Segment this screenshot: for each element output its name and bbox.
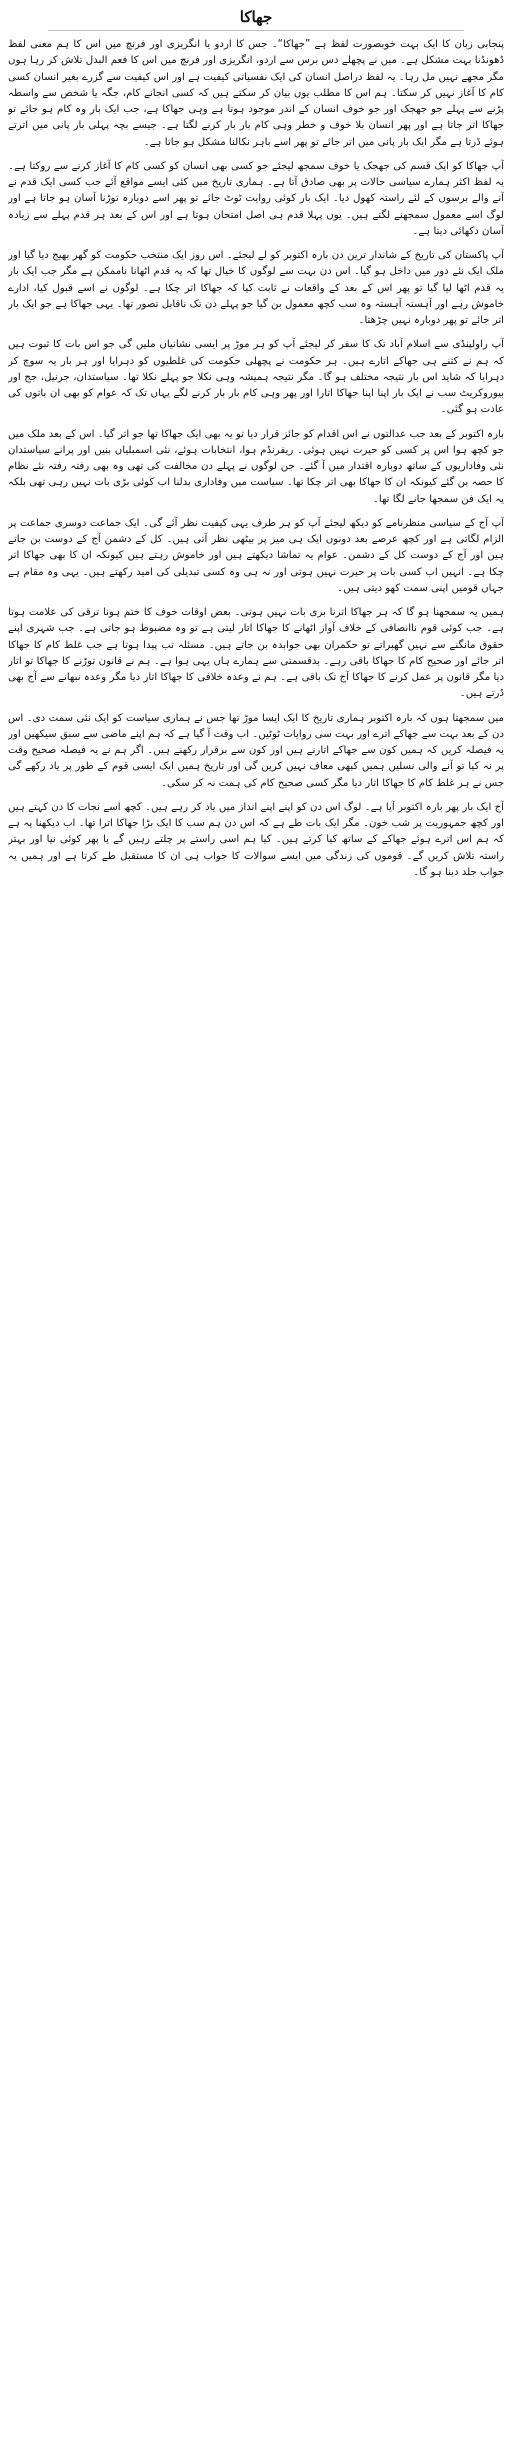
paragraph: آپ آج کے سیاسی منظرنامے کو دیکھ لیجئے آپ کو ہر طرف یہی کیفیت نظر آئے گی۔ ایک جماعت دوسری جماعت پر الزام لگاتی ہے اور کچھ عرصے بعد دونوں ایک ہی میز پر بیٹھی نظر آتی ہیں۔ کل کے دشمن آج کے دوست بن جاتے ہیں اور آج کے دوست کل کے دشمن۔ عوام یہ تماشا دیکھتے ہیں اور خاموش رہتے ہیں کیونکہ ان کا بھی جھاکا اتر چکا ہے۔ انہیں اب کسی بات پر حیرت نہیں ہوتی اور نہ ہی وہ کسی تبدیلی کی امید رکھتے ہیں۔ یہی وہ مقام ہے جہاں قومیں اپنی سمت کھو دیتی ہیں۔ [8, 517, 504, 594]
paragraph: ہمیں یہ سمجھنا ہو گا کہ ہر جھاکا اترنا بری بات نہیں ہوتی۔ بعض اوقات خوف کا ختم ہونا ترقی کی علامت ہوتا ہے۔ جب کوئی قوم ناانصافی کے خلاف آواز اٹھانے کا جھاکا اتار لیتی ہے تو وہ مضبوط ہو جاتی ہے۔ جب شہری اپنے حقوق مانگنے سے نہیں گھبراتے تو حکمران بھی جوابدہ بن جاتے ہیں۔ مسئلہ تب پیدا ہوتا ہے جب غلط کام کا جھاکا اتر جائے اور صحیح کام کا جھاکا باقی رہے۔ بدقسمتی سے ہمارے ہاں یہی ہوا ہے۔ ہم نے قانون توڑنے کا جھاکا تو اتار دیا مگر قانون پر عمل کرنے کا جھاکا آج تک باقی ہے۔ ہم نے وعدہ خلافی کا جھاکا اتار دیا مگر وعدہ نبھانے سے آج بھی ڈرتے ہیں۔ [8, 607, 504, 700]
title-divider [48, 30, 464, 31]
paragraph: میں سمجھتا ہوں کہ بارہ اکتوبر ہماری تاریخ کا ایک ایسا موڑ تھا جس نے ہماری سیاست کو ایک نئی سمت دی۔ اس دن کے بعد بہت سے جھاکے اترے اور بہت سی روایات ٹوٹیں۔ اب وقت آ گیا ہے کہ ہم اپنے ماضی سے سبق سیکھیں اور یہ فیصلہ کریں کہ ہمیں کون سے جھاکے اتارنے ہیں اور کون سے برقرار رکھنے ہیں۔ اگر ہم نے یہ فیصلہ صحیح وقت پر نہ کیا تو آنے والی نسلیں ہمیں کبھی معاف نہیں کریں گی اور تاریخ ہمیں ایک ایسی قوم کے طور پر یاد رکھے گی جس نے ہر غلط کام کا جھاکا اتار دیا مگر کسی صحیح کام کی ہمت نہ کر سکی۔ [8, 712, 504, 789]
paragraph: آپ جھاکا کو ایک قسم کی جھجک یا خوف سمجھ لیجئے جو کسی بھی انسان کو کسی کام کا آغاز کرنے سے روکتا ہے۔ یہ لفظ اکثر ہمارے سیاسی حالات پر بھی صادق آتا ہے۔ ہماری تاریخ میں کئی ایسے مواقع آئے جب کسی ایک قدم نے آنے والے برسوں کے لئے راستہ کھول دیا۔ ایک بار کوئی روایت ٹوٹ جائے تو پھر اسے دوبارہ توڑنا آسان ہو جاتا ہے اور لوگ اسے معمول سمجھنے لگتے ہیں۔ یوں پہلا قدم ہی اصل امتحان ہوتا ہے اور اس کے بعد ہر قدم پہلے سے زیادہ آسان دکھائی دیتا ہے۔ [8, 160, 504, 237]
paragraph: آپ راولپنڈی سے اسلام آباد تک کا سفر کر لیجئے آپ کو ہر موڑ پر ایسی نشانیاں ملیں گی جو اس بات کا ثبوت ہیں کہ ہم نے کتنے ہی جھاکے اتارے ہیں۔ ہر حکومت نے پچھلی حکومت کی غلطیوں کو دہرایا اور ہر بار یہ سوچ کر دہرایا کہ شاید اس بار نتیجہ مختلف ہو گا۔ مگر نتیجہ ہمیشہ وہی نکلا جو پہلے نکلا تھا۔ سیاستدان، جرنیل، جج اور بیوروکریٹ سب نے ایک بار اپنا اپنا جھاکا اتارا اور پھر وہی کام بار بار کرنے لگے یہاں تک کہ عوام کو بھی ان باتوں کی عادت ہو گئی۔ [8, 339, 504, 416]
article-body [8, 37, 504, 881]
paragraph: پنجابی زبان کا ایک بہت خوبصورت لفظ ہے ”جھاکا“۔ جس کا اردو یا انگریزی اور فرنچ میں اس کا ہم معنی لفظ ڈھونڈنا بہت مشکل ہے۔ میں نے پچھلے دس برس سے اردو، انگریزی اور فرنچ میں اس کا فعم البدل تلاش کر رہا ہوں مگر مجھے نہیں مل رہا۔ یہ لفظ دراصل انسان کی ایک نفسیاتی کیفیت ہے اور اس کیفیت سے گزرے بغیر انسان کسی کام کا آغاز نہیں کر سکتا۔ ہم اس کا مطلب یوں بیان کر سکتے ہیں کہ کسی انجانے کام، جگہ یا شخص سے واسطہ پڑنے سے پہلے جو جھجک اور جو خوف انسان کے اندر موجود ہوتا ہے وہی جھاکا ہے، جب ایک بار وہ کام ہو جائے تو جھاکا اتر جاتا ہے اور پھر انسان بلا خوف و خطر وہی کام بار بار کرنے لگتا ہے۔ جیسے بچہ پہلی بار پانی میں اترتے ہوئے ڈرتا ہے مگر ایک بار پانی میں اتر جائے تو پھر اسے باہر نکالنا مشکل ہو جاتا ہے۔ [8, 39, 504, 148]
paragraph: آج ایک بار پھر بارہ اکتوبر آیا ہے۔ لوگ اس دن کو اپنے اپنے انداز میں یاد کر رہے ہیں۔ کچھ اسے نجات کا دن کہتے ہیں اور کچھ جمہوریت پر شب خون۔ مگر ایک بات طے ہے کہ اس دن ہم سب کا ایک بڑا جھاکا اترا تھا۔ اب دیکھنا یہ ہے کہ ہم اس اترے ہوئے جھاکے کے ساتھ کیا کرتے ہیں۔ کیا ہم اسی راستے پر چلتے رہیں گے یا پھر کوئی نیا اور بہتر راستہ تلاش کریں گے۔ قوموں کی زندگی میں ایسے سوالات کا جواب ہی ان کا مستقبل طے کرتا ہے اور ہمیں یہ جواب جلد دینا ہو گا۔ [8, 801, 504, 878]
paragraph: آپ پاکستان کی تاریخ کے شاندار ترین دن بارہ اکتوبر کو لے لیجئے۔ اس روز ایک منتخب حکومت کو گھر بھیج دیا گیا اور ملک ایک نئے دور میں داخل ہو گیا۔ اس دن بہت سے لوگوں کا خیال تھا کہ یہ قدم اٹھانا ناممکن ہے مگر جب ایک بار یہ قدم اٹھا لیا گیا تو پھر اس کے بعد کے واقعات نے ثابت کیا کہ جھاکا اتر چکا ہے۔ لوگوں نے اسے قبول کیا، ادارے خاموش رہے اور آہستہ آہستہ وہ سب کچھ معمول بن گیا جو پہلے دن تک ناقابل تصور تھا۔ یہی جھاکا ہے جو ایک بار اتر جائے تو پھر دوبارہ نہیں چڑھتا۔ [8, 250, 504, 326]
paragraph: بارہ اکتوبر کے بعد جب عدالتوں نے اس اقدام کو جائز قرار دیا تو یہ بھی ایک جھاکا تھا جو اتر گیا۔ اس کے بعد ملک میں جو کچھ ہوا اس پر کسی کو حیرت نہیں ہوئی۔ ریفرنڈم ہوا، انتخابات ہوئے، نئی اسمبلیاں بنیں اور پرانے سیاستدان نئی وفاداریوں کے ساتھ دوبارہ اقتدار میں آ گئے۔ جن لوگوں نے پہلے دن مخالفت کی تھی وہ بھی رفتہ رفتہ نئے نظام کا حصہ بن گئے کیونکہ ان کا جھاکا بھی اتر چکا تھا۔ سیاست میں وفاداری بدلنا اب کوئی بڑی بات نہیں رہی تھی بلکہ یہ ایک فن سمجھا جانے لگا تھا۔ [8, 428, 504, 505]
article-title: جھاکا [239, 8, 273, 26]
